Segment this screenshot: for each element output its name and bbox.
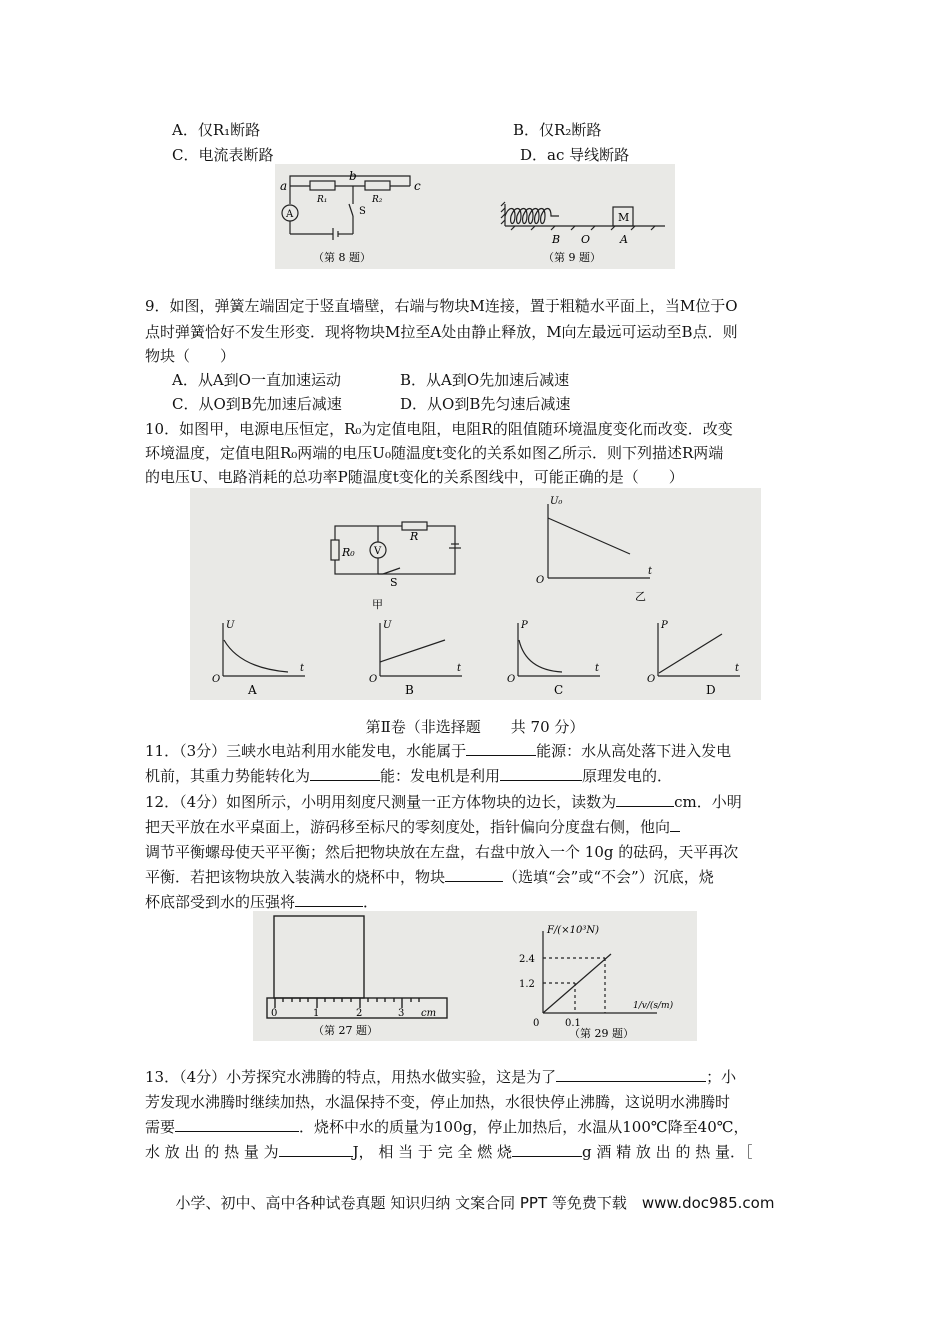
figure-q8-q9 (275, 164, 675, 269)
q13-blank-1[interactable] (556, 1067, 706, 1082)
q11-blank-2[interactable] (310, 766, 380, 781)
ruler-tick-3: 3 (398, 1008, 405, 1019)
y-tick-1-2: 1.2 (519, 979, 535, 990)
q11-text-1a: 11．（3分）三峡水电站利用水能发电，水能属于 (145, 742, 467, 760)
label-o-d: O (647, 674, 656, 685)
ruler-tick-2: 2 (356, 1008, 363, 1019)
q9-option-c: C．从O到B先加速后减速 (172, 395, 342, 413)
label-s: S (390, 576, 398, 589)
graph-label-d: D (706, 683, 716, 697)
q9-line-3: 物块（ ） (145, 347, 236, 365)
label-p-d: P (661, 620, 668, 631)
circuit-diagram (282, 176, 410, 240)
q11-blank-3[interactable] (500, 766, 582, 781)
x-tick-0: 0 (533, 1018, 540, 1029)
q10-line-1: 10．如图甲，电源电压恒定，R₀为定值电阻，电阻R的阻值随环境温度变化而改变．改变 (145, 420, 733, 438)
q9-option-a: A．从A到O一直加速运动 (172, 371, 341, 389)
q13-text-4b: J， 相 当 于 完 全 燃 烧 (352, 1143, 512, 1161)
figure-q10-svg (190, 488, 761, 700)
q13-blank-2[interactable] (175, 1117, 299, 1132)
q12-blank-2[interactable] (670, 817, 680, 832)
q12-line-5 (145, 892, 378, 912)
label-r1: R₁ (317, 195, 328, 205)
label-jia: 甲 (372, 598, 383, 611)
label-m: M (618, 211, 630, 224)
figure-q10 (190, 488, 761, 700)
label-t-c: t (595, 663, 600, 674)
graph-label-a: A (248, 683, 257, 697)
label-t-yi: t (648, 566, 653, 577)
graph-yi (548, 504, 650, 578)
figure-q27-q29 (253, 911, 697, 1041)
q10-line-2: 环境温度，定值电阻R₀两端的电压U₀随温度t变化的关系如图乙所示．则下列描述R两端 (145, 444, 724, 462)
graph-c (518, 623, 600, 676)
label-t-b: t (457, 663, 462, 674)
q12-text-1b: cm．小明 (674, 793, 742, 811)
graph-label-b: B (405, 683, 414, 697)
q13-text-4a: 水 放 出 的 热 量 为 (145, 1143, 279, 1161)
label-r: R (410, 530, 419, 543)
label-b: b (349, 169, 357, 183)
graph-d (658, 623, 740, 676)
figure-q27-q29-svg (253, 911, 697, 1041)
label-u0: U₀ (550, 496, 563, 507)
label-ammeter: A (286, 209, 294, 220)
caption-q8: （第 8 题） (313, 251, 371, 264)
q13-line-3 (145, 1117, 749, 1137)
page-footer: 小学、初中、高中各种试卷真题 知识归纳 文案合同 PPT 等免费下载 www.doc985.com (175, 1194, 775, 1212)
q12-text-2: 把天平放在水平桌面上，游码移至标尺的零刻度处，指针偏向分度盘右侧，他向 (145, 818, 671, 836)
q8-option-a: A．仅R₁断路 (172, 121, 261, 139)
ruler-tick-1: 1 (313, 1008, 320, 1019)
label-o-b: O (369, 674, 378, 685)
label-switch: S (359, 206, 366, 217)
graph-b (380, 623, 462, 676)
spring-diagram (501, 202, 665, 230)
q12-text-4b: （选填“会”或“不会”）沉底，烧 (503, 868, 714, 886)
q12-text-1a: 12．（4分）如图所示，小明用刻度尺测量一正方体物块的边长，读数为 (145, 793, 617, 811)
q12-text-5b: ． (363, 893, 379, 911)
q11-text-2b: 能：发电机是利用 (380, 767, 501, 785)
q9-line-2: 点时弹簧恰好不发生形变．现将物块M拉至A处由静止释放，M向左最远可运动至B点．则 (145, 323, 738, 341)
x-axis-label: 1/v/(s/m) (633, 1001, 674, 1011)
label-voltmeter: V (374, 546, 382, 557)
label-p-c: P (521, 620, 528, 631)
label-a: a (280, 179, 288, 193)
q12-line-1 (145, 792, 742, 812)
ruler-tick-0: 0 (271, 1008, 278, 1019)
q11-text-2a: 机前，其重力势能转化为 (145, 767, 311, 785)
q13-line-4 (145, 1142, 752, 1162)
label-u-a: U (226, 620, 235, 631)
q13-text-3a: 需要 (145, 1118, 176, 1136)
graph-label-c: C (554, 683, 564, 697)
label-point-o: O (581, 233, 591, 246)
q13-blank-3[interactable] (279, 1142, 353, 1157)
q12-text-4a: 平衡．若把该物块放入装满水的烧杯中，物块 (145, 868, 446, 886)
label-r0: R₀ (342, 546, 355, 559)
q12-blank-4[interactable] (295, 892, 363, 907)
y-tick-2-4: 2.4 (519, 954, 535, 965)
graph-a (223, 623, 305, 676)
q12-line-4 (145, 867, 714, 887)
q13-text-1b: ；小 (706, 1068, 737, 1086)
q13-text-1a: 13．（4分）小芳探究水沸腾的特点，用热水做实验，这是为了 (145, 1068, 557, 1086)
label-c: c (414, 179, 421, 193)
label-o-c: O (507, 674, 516, 685)
cube-and-ruler (267, 916, 447, 1018)
label-u-b: U (383, 620, 392, 631)
f-axis-label: F/(×10³N) (547, 925, 599, 936)
q11-line-2 (145, 766, 672, 786)
q11-line-1 (145, 741, 731, 761)
q11-text-1b: 能源：水从高处落下进入发电 (536, 742, 732, 760)
q8-option-d: D．ac 导线断路 (520, 146, 630, 164)
caption-q27: （第 27 题） (313, 1024, 378, 1037)
caption-q29: （第 29 题） (569, 1027, 634, 1040)
q10-line-3: 的电压U、电路消耗的总功率P随温度t变化的关系图线中，可能正确的是（ ） (145, 468, 684, 486)
q11-blank-1[interactable] (466, 741, 536, 756)
x-tick-0-1: 0.1 (565, 1018, 581, 1029)
q12-line-2 (145, 817, 680, 837)
q13-line-1 (145, 1067, 736, 1087)
q12-blank-1[interactable] (616, 792, 674, 807)
section-title: 第Ⅱ卷（非选择题 共 70 分） (365, 718, 585, 736)
q8-option-b: B．仅R₂断路 (513, 121, 602, 139)
label-point-b: B (552, 233, 561, 246)
q13-text-3b: ．烧杯中水的质量为100g，停止加热后，水温从100℃降至40℃， (299, 1118, 749, 1136)
label-point-a: A (620, 233, 628, 246)
q9-option-b: B．从A到O先加速后减速 (400, 371, 570, 389)
caption-q9: （第 9 题） (543, 251, 601, 264)
label-r2: R₂ (372, 195, 383, 205)
q13-line-2: 芳发现水沸腾时继续加热，水温保持不变，停止加热，水很快停止沸腾，这说明水沸腾时 (145, 1093, 731, 1111)
figure-q8-q9-svg (275, 164, 675, 269)
label-yi: 乙 (635, 590, 646, 603)
q13-text-4c: g 酒 精 放 出 的 热 量．［ (582, 1143, 753, 1161)
ruler-unit: cm (421, 1008, 437, 1019)
label-o-yi: O (536, 575, 545, 586)
q12-line-3: 调节平衡螺母使天平平衡；然后把物块放在左盘，右盘中放入一个 10g 的砝码，天平再次 (145, 843, 739, 861)
label-t-d: t (735, 663, 740, 674)
q9-option-d: D．从O到B先匀速后减速 (400, 395, 571, 413)
q11-text-2c: 原理发电的． (582, 767, 673, 785)
q12-blank-3[interactable] (445, 867, 503, 882)
label-o-a: O (212, 674, 221, 685)
q8-option-c: C．电流表断路 (172, 146, 274, 164)
q13-blank-4[interactable] (512, 1142, 582, 1157)
label-t-a: t (300, 663, 305, 674)
q9-line-1: 9．如图，弹簧左端固定于竖直墙壁，右端与物块M连接，置于粗糙水平面上，当M位于O (145, 297, 738, 315)
q12-text-5a: 杯底部受到水的压强将 (145, 893, 296, 911)
